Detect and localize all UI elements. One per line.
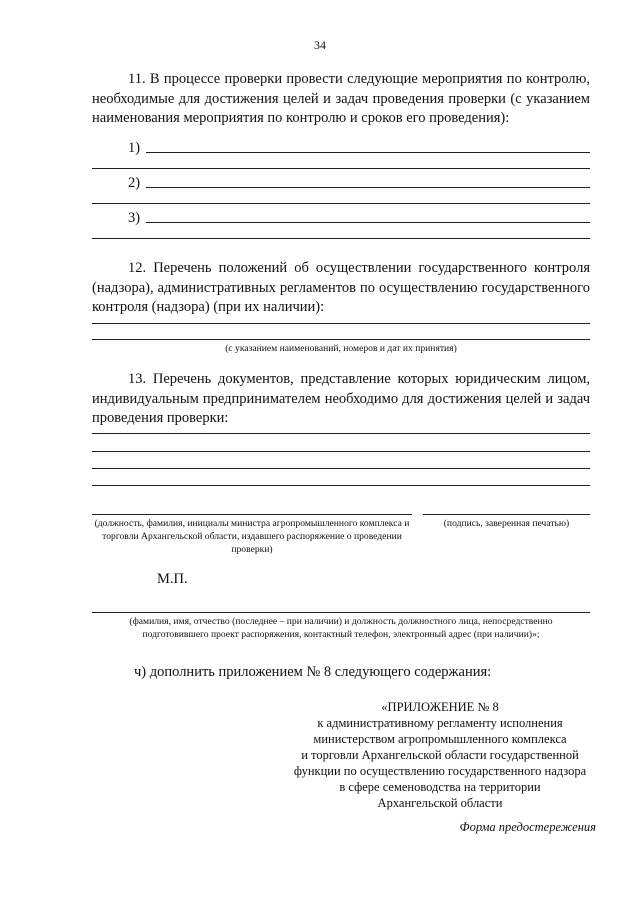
item-3-number: 3) [128, 210, 141, 226]
item-2-line [146, 187, 590, 188]
position-line [92, 514, 412, 515]
section-13-line-3 [92, 468, 590, 469]
item-3-line-2 [92, 238, 590, 239]
appendix-line-1: «ПРИЛОЖЕНИЕ № 8 [381, 700, 499, 714]
preparer-line [92, 612, 590, 613]
item-1-line-2 [92, 168, 590, 169]
form-title: Форма предостережения [459, 820, 596, 834]
section-13-line-1 [92, 433, 590, 434]
page-number: 34 [314, 38, 326, 52]
section-13-line-2 [92, 451, 590, 452]
section-12-text: 12. Перечень положений об осуществлении государственного контроля (надзора), административных регламентов по осуществлению государственного контроля (надзора) (при их наличии): [92, 260, 590, 315]
amendment-text: ч) дополнить приложением № 8 следующего содержания: [134, 664, 492, 680]
preparer-caption: (фамилия, имя, отчество (последнее – при наличии) и должность должностного лица, непосредственно подготовившего проект распоряжения, контактный телефон, электронный адрес (при наличии)»; [129, 616, 553, 640]
section-13-text: 13. Перечень документов, представление которых юридическим лицом, индивидуальным предпринимателем необходимо для достижения целей и задач проведения проверки: [92, 371, 590, 426]
section-13-line-4 [92, 485, 590, 486]
appendix-line-3: министерством агропромышленного комплекса [313, 732, 567, 746]
signature-line [423, 514, 590, 515]
section-11-text: 11. В процессе проверки провести следующие мероприятия по контролю, необходимые для достижения целей и задач проведения проверки (с указанием наименования мероприятия по контролю и сроков его проведения): [92, 71, 590, 126]
appendix-line-2: к административному регламенту исполнения [317, 716, 563, 730]
appendix-line-7: Архангельской области [377, 796, 503, 810]
item-2-line-2 [92, 203, 590, 204]
signature-caption: (подпись, заверенная печатью) [443, 518, 570, 529]
appendix-line-6: в сфере семеноводства на территории [339, 780, 541, 794]
appendix-line-4: и торговли Архангельской области государственной [301, 748, 579, 762]
section-12-line-1 [92, 323, 590, 324]
position-caption: (должность, фамилия, инициалы министра агропромышленного комплекса и торговли Архангельской области, издавшего распоряжение о проведении проверки) [94, 518, 410, 555]
section-12-line-2 [92, 339, 590, 340]
appendix-header [285, 699, 595, 811]
item-2-number: 2) [128, 175, 141, 191]
item-1-number: 1) [128, 140, 141, 156]
stamp-label: М.П. [157, 571, 188, 587]
appendix-line-5: функции по осуществлению государственного надзора [293, 764, 587, 778]
item-1-line [146, 152, 590, 153]
section-12-caption: (с указанием наименований, номеров и дат их принятия) [225, 343, 457, 354]
item-3-line [146, 222, 590, 223]
